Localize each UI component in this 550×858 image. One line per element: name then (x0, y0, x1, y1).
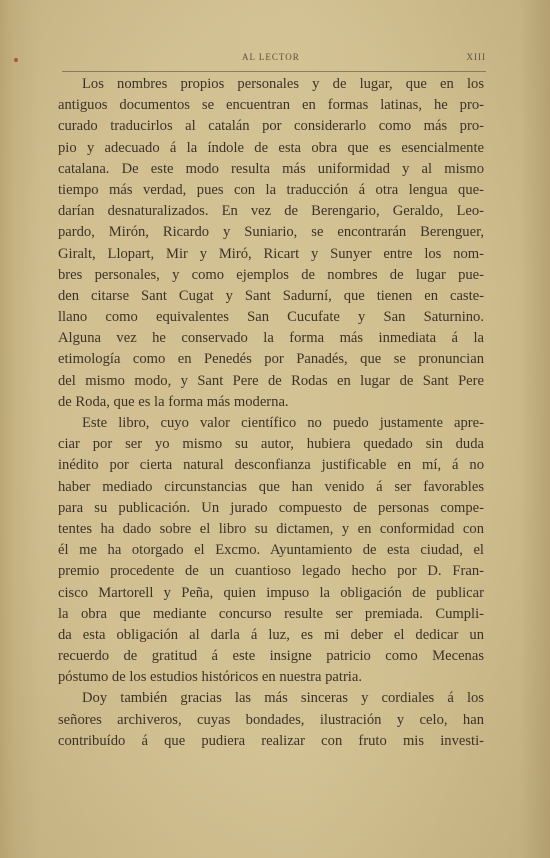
text-line: den citarse Sant Cugat y Sant Sadurní, que tienen en caste- (58, 287, 484, 304)
text-line: tentes ha dado sobre el libro su dictamen, y en conformidad con (58, 520, 484, 537)
running-title: AL LECTOR (242, 52, 300, 62)
text-line: pio y adecuado á la índole de esta obra que es esencialmente (58, 139, 484, 156)
text-line: darían desnaturalizados. En vez de Berengario, Geraldo, Leo- (58, 203, 484, 220)
text-line: Doy también gracias las más sinceras y cordiales á los (82, 690, 484, 707)
text-line: cisco Martorell y Peña, quien impuso la obligación de publicar (58, 584, 484, 601)
text-line: llano como equivalentes San Cucufate y San Saturnino. (58, 309, 484, 326)
text-line: inédito por cierta natural desconfianza justificable en mí, á no (58, 457, 484, 474)
text-line: pardo, Mirón, Ricardo y Suniario, se encontrarán Berenguer, (58, 224, 484, 241)
page-edge-shadow (520, 0, 550, 858)
text-line: la obra que mediante concurso resulte ser premiada. Cumpli- (58, 605, 484, 622)
text-line: premio procedente de un cuantioso legado hecho por D. Fran- (58, 563, 484, 580)
text-line: él me ha otorgado el Excmo. Ayuntamiento de esta ciudad, el (58, 542, 484, 559)
text-line: recuerdo de gratitud á este insigne patricio como Mecenas (58, 648, 484, 665)
text-line: da esta obligación al darla á luz, es mi deber el dedicar un (58, 626, 484, 643)
text-line: para su publicación. Un jurado compuesto de personas compe- (58, 499, 484, 516)
text-line: Giralt, Llopart, Mir y Miró, Ricart y Sunyer entre los nom- (58, 245, 484, 262)
text-line: ciar por ser yo mismo su autor, hubiera quedado sin duda (58, 436, 484, 453)
text-line: etimología como en Penedés por Panadés, que se pronuncian (58, 351, 484, 368)
text-line: de Roda, que es la forma más moderna. (58, 393, 289, 410)
page-header (62, 52, 486, 68)
text-line: catalana. De este modo resulta más uniformidad y al mismo (58, 160, 484, 177)
text-line: haber mediado circunstancias que han venido á ser favorables (58, 478, 484, 495)
text-line: bres personales, y como ejemplos de nombres de lugar pue- (58, 266, 484, 283)
ink-spot (14, 58, 18, 62)
text-line: contribuído á que pudiera realizar con fruto mis investi- (58, 732, 484, 749)
text-line: del mismo modo, y Sant Pere de Rodas en lugar de Sant Pere (58, 372, 484, 389)
text-line: póstumo de los estudios históricos en nuestra patria. (58, 669, 362, 686)
text-line: Alguna vez he conservado la forma más inmediata á la (58, 330, 484, 347)
text-line: antiguos documentos se encuentran en formas latinas, he pro- (58, 97, 484, 114)
text-line: curado traducirlos al catalán por considerarlo como más pro- (58, 118, 484, 135)
text-line: Los nombres propios personales y de lugar, que en los (82, 76, 484, 92)
text-line: tiempo más verdad, pues con la traducción á otra lengua que- (58, 181, 484, 198)
header-rule (62, 71, 486, 72)
text-line: Este libro, cuyo valor científico no puedo justamente apre- (82, 415, 484, 431)
body-text (58, 74, 484, 752)
page-number: XIII (466, 52, 486, 62)
text-line: señores archiveros, cuyas bondades, ilustración y celo, han (58, 711, 484, 728)
